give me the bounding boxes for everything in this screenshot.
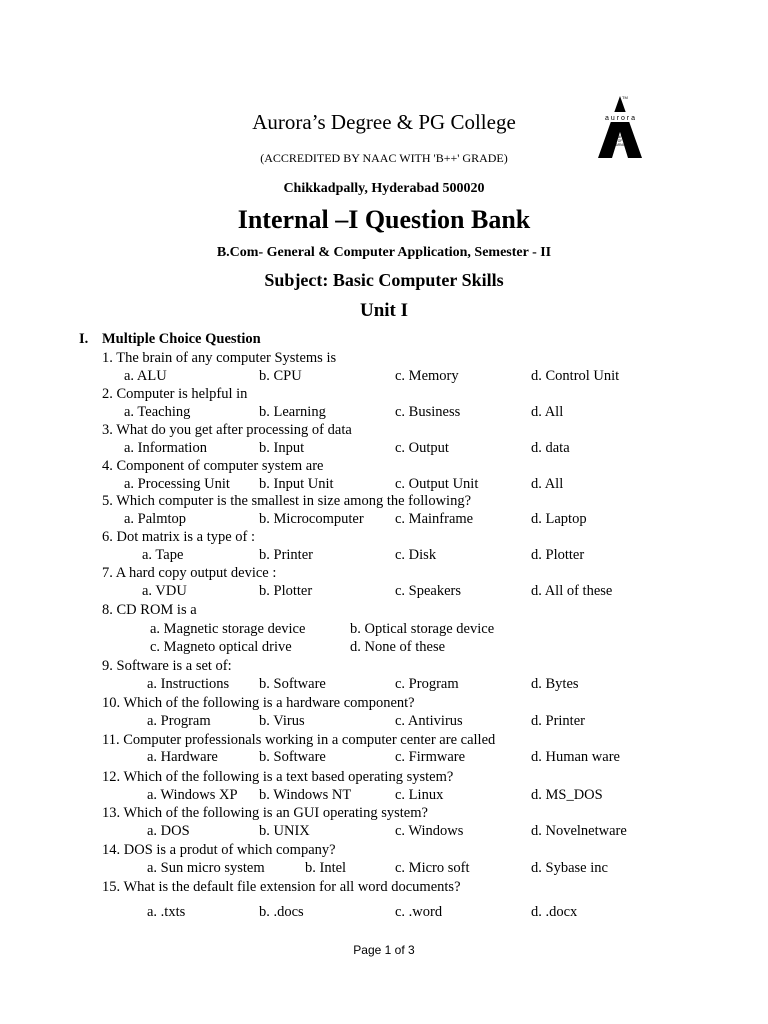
option-14c: c. Micro soft xyxy=(395,860,470,876)
option-9a: a. Instructions xyxy=(147,676,230,692)
question-4: 4. Component of computer system are xyxy=(102,458,324,474)
option-1b: b. CPU xyxy=(259,368,302,384)
question-9: 9. Software is a set of: xyxy=(102,658,232,674)
option-12b: b. Windows NT xyxy=(259,787,352,803)
page-number: Page 1 of 3 xyxy=(353,943,415,957)
logo-tagline-2: OF xyxy=(617,139,623,143)
option-10d: d. Printer xyxy=(531,713,585,729)
document-title: Internal –I Question Bank xyxy=(237,205,531,234)
option-2d: d. All xyxy=(531,404,564,420)
option-15b: b. .docs xyxy=(259,904,304,920)
question-10: 10. Which of the following is a hardware component? xyxy=(102,695,415,711)
accreditation-note: (ACCREDITED BY NAAC WITH 'B++' GRADE) xyxy=(260,151,508,165)
option-9b: b. Software xyxy=(259,676,326,692)
option-5c: c. Mainframe xyxy=(395,511,474,527)
option-1c: c. Memory xyxy=(395,368,459,384)
option-6b: b. Printer xyxy=(259,547,313,563)
option-4d: d. All xyxy=(531,476,564,492)
option-8b: b. Optical storage device xyxy=(350,621,495,637)
option-9d: d. Bytes xyxy=(531,676,579,692)
college-address: Chikkadpally, Hyderabad 500020 xyxy=(283,181,485,196)
logo-tagline-1: TEMPLE xyxy=(613,135,627,139)
option-14b: b. Intel xyxy=(305,860,347,876)
option-1d: d. Control Unit xyxy=(531,368,620,384)
option-15c: c. .word xyxy=(395,904,443,920)
option-2a: a. Teaching xyxy=(124,404,191,420)
question-12: 12. Which of the following is a text based operating system? xyxy=(102,769,454,785)
option-7d: d. All of these xyxy=(531,583,613,599)
option-7c: c. Speakers xyxy=(395,583,462,599)
option-11c: c. Firmware xyxy=(395,749,466,765)
option-14a: a. Sun micro system xyxy=(147,860,265,876)
option-2b: b. Learning xyxy=(259,404,326,420)
unit-heading: Unit I xyxy=(359,300,409,321)
option-11d: d. Human ware xyxy=(531,749,620,765)
question-3: 3. What do you get after processing of data xyxy=(102,422,352,438)
question-6: 6. Dot matrix is a type of : xyxy=(102,529,256,545)
section-title: Multiple Choice Question xyxy=(102,331,261,347)
option-6a: a. Tape xyxy=(142,547,184,563)
option-5d: d. Laptop xyxy=(531,511,587,527)
option-12c: c. Linux xyxy=(395,787,444,803)
college-name: Aurora’s Degree & PG College xyxy=(252,110,516,134)
option-3c: c. Output xyxy=(395,440,449,456)
option-14d: d. Sybase inc xyxy=(531,860,608,876)
logo-tagline-3: LEARNING xyxy=(611,143,629,147)
course-line: B.Com- General & Computer Application, Semester - II xyxy=(216,245,552,260)
option-1a: a. ALU xyxy=(124,368,167,384)
logo-tm: TM xyxy=(622,95,628,100)
option-13b: b. UNIX xyxy=(259,823,310,839)
question-7: 7. A hard copy output device : xyxy=(102,565,277,581)
option-5a: a. Palmtop xyxy=(124,511,187,527)
question-14: 14. DOS is a produt of which company? xyxy=(102,842,336,858)
option-11a: a. Hardware xyxy=(147,749,218,765)
option-9c: c. Program xyxy=(395,676,459,692)
option-11b: b. Software xyxy=(259,749,326,765)
section-number: I. xyxy=(79,331,89,347)
option-15d: d. .docx xyxy=(531,904,578,920)
option-4b: b. Input Unit xyxy=(259,476,334,492)
option-10c: c. Antivirus xyxy=(395,713,463,729)
question-15: 15. What is the default file extension for all word documents? xyxy=(102,879,461,895)
option-5b: b. Microcomputer xyxy=(259,511,364,527)
option-7a: a. VDU xyxy=(142,583,187,599)
option-7b: b. Plotter xyxy=(259,583,313,599)
question-2: 2. Computer is helpful in xyxy=(102,386,248,402)
question-1: 1. The brain of any computer Systems is xyxy=(102,350,337,366)
option-10a: a. Program xyxy=(147,713,211,729)
option-10b: b. Virus xyxy=(259,713,305,729)
option-8d: d. None of these xyxy=(350,639,446,655)
option-6d: d. Plotter xyxy=(531,547,585,563)
option-8a: a. Magnetic storage device xyxy=(150,621,306,637)
option-8c: c. Magneto optical drive xyxy=(150,639,292,655)
option-13d: d. Novelnetware xyxy=(531,823,627,839)
option-12d: d. MS_DOS xyxy=(531,787,603,803)
question-13: 13. Which of the following is an GUI operating system? xyxy=(102,805,428,821)
option-13a: a. DOS xyxy=(147,823,190,839)
option-13c: c. Windows xyxy=(395,823,464,839)
option-2c: c. Business xyxy=(395,404,461,420)
option-3b: b. Input xyxy=(259,440,305,456)
option-4a: a. Processing Unit xyxy=(124,476,230,492)
aurora-logo xyxy=(584,94,656,162)
option-3a: a. Information xyxy=(124,440,207,456)
option-6c: c. Disk xyxy=(395,547,437,563)
option-15a: a. .txts xyxy=(147,904,186,920)
question-5: 5. Which computer is the smallest in size among the following? xyxy=(102,493,471,509)
option-4c: c. Output Unit xyxy=(395,476,479,492)
subject-line: Subject: Basic Computer Skills xyxy=(264,270,504,290)
question-8: 8. CD ROM is a xyxy=(102,602,197,618)
option-12a: a. Windows XP xyxy=(147,787,238,803)
option-3d: d. data xyxy=(531,440,570,456)
question-11: 11. Computer professionals working in a computer center are called xyxy=(102,732,496,748)
logo-name: a u r o r a xyxy=(605,115,635,122)
